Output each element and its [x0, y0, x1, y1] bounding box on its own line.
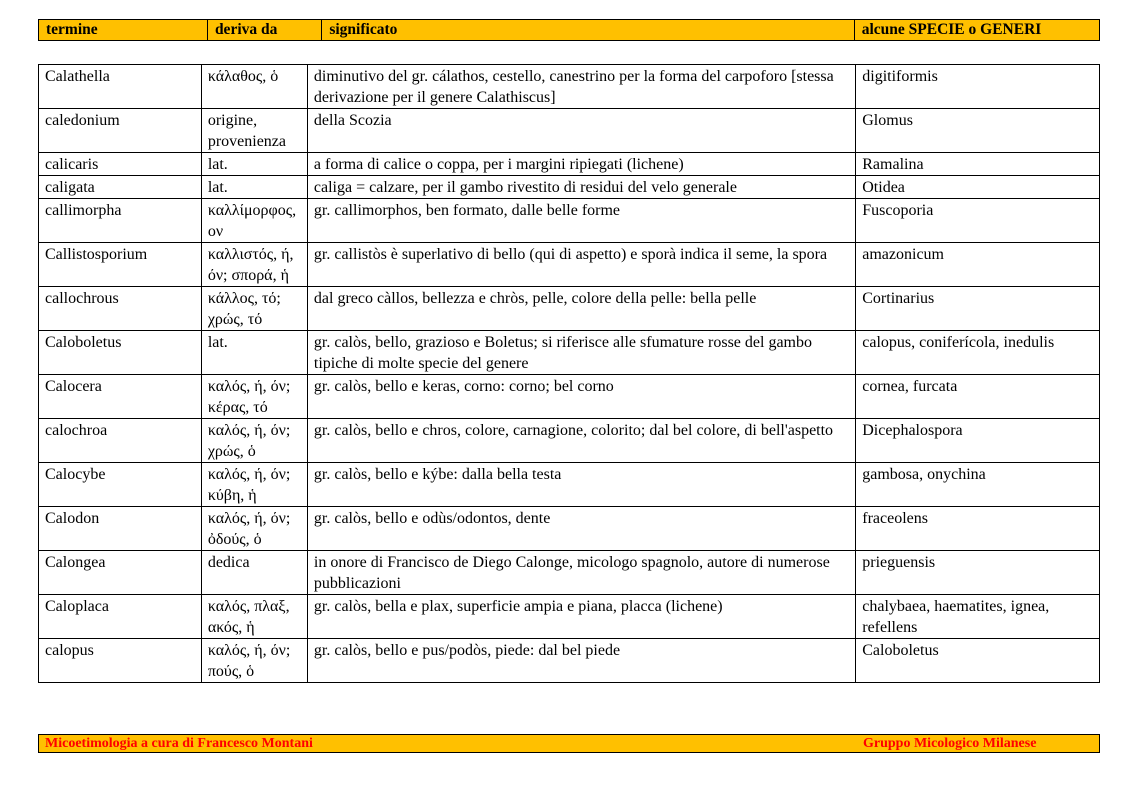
- cell-specie: amazonicum: [856, 243, 1100, 287]
- table-row: [39, 595, 1100, 639]
- table-row: [39, 639, 1100, 683]
- header-termine: termine: [39, 20, 208, 41]
- cell-termine: Caloplaca: [39, 595, 202, 639]
- cell-specie: cornea, furcata: [856, 375, 1100, 419]
- table-row: [39, 65, 1100, 109]
- footer-bar: [38, 734, 1100, 753]
- table-row: [39, 153, 1100, 176]
- cell-specie: Dicephalospora: [856, 419, 1100, 463]
- cell-specie: Fuscoporia: [856, 199, 1100, 243]
- cell-termine: callimorpha: [39, 199, 202, 243]
- cell-specie: gambosa, onychina: [856, 463, 1100, 507]
- cell-specie: Otidea: [856, 176, 1100, 199]
- cell-significato: gr. callistòs è superlativo di bello (qui di aspetto) e sporà indica il seme, la spora: [307, 243, 855, 287]
- cell-specie: digitiformis: [856, 65, 1100, 109]
- cell-specie: Ramalina: [856, 153, 1100, 176]
- footer-author: Micoetimologia a cura di Francesco Montani: [45, 736, 313, 751]
- table-row: [39, 331, 1100, 375]
- table-row: [39, 176, 1100, 199]
- cell-significato: dal greco càllos, bellezza e chròs, pelle, colore della pelle: bella pelle: [307, 287, 855, 331]
- cell-specie: prieguensis: [856, 551, 1100, 595]
- cell-deriva-da: lat.: [201, 176, 307, 199]
- footer-group: Gruppo Micologico Milanese: [863, 736, 1037, 751]
- cell-termine: Caloboletus: [39, 331, 202, 375]
- cell-deriva-da: καλλίμορφος, ον: [201, 199, 307, 243]
- cell-deriva-da: dedica: [201, 551, 307, 595]
- cell-specie: calopus, coniferícola, inedulis: [856, 331, 1100, 375]
- cell-specie: Caloboletus: [856, 639, 1100, 683]
- cell-deriva-da: lat.: [201, 153, 307, 176]
- cell-significato: caliga = calzare, per il gambo rivestito di residui del velo generale: [307, 176, 855, 199]
- cell-significato: della Scozia: [307, 109, 855, 153]
- cell-deriva-da: origine, provenienza: [201, 109, 307, 153]
- cell-significato: gr. calòs, bello e pus/podòs, piede: dal bel piede: [307, 639, 855, 683]
- cell-termine: Callistosporium: [39, 243, 202, 287]
- table-row: [39, 419, 1100, 463]
- table-row: [39, 199, 1100, 243]
- cell-significato: gr. calòs, bello e chros, colore, carnagione, colorito; dal bel colore, di bell'aspetto: [307, 419, 855, 463]
- cell-deriva-da: κάλλος, τό; χρώς, τό: [201, 287, 307, 331]
- cell-termine: calicaris: [39, 153, 202, 176]
- cell-significato: gr. calòs, bello e odùs/odontos, dente: [307, 507, 855, 551]
- table-row: [39, 463, 1100, 507]
- cell-specie: Glomus: [856, 109, 1100, 153]
- table-row: [39, 551, 1100, 595]
- cell-significato: gr. calòs, bello e kýbe: dalla bella testa: [307, 463, 855, 507]
- cell-specie: Cortinarius: [856, 287, 1100, 331]
- cell-termine: Calocybe: [39, 463, 202, 507]
- cell-termine: Calodon: [39, 507, 202, 551]
- cell-termine: caligata: [39, 176, 202, 199]
- cell-significato: gr. calòs, bello, grazioso e Boletus; si riferisce alle sfumature rosse del gambo tipiche di molte specie del genere: [307, 331, 855, 375]
- cell-significato: gr. calòs, bella e plax, superficie ampia e piana, placca (lichene): [307, 595, 855, 639]
- table-row: [39, 287, 1100, 331]
- cell-termine: callochrous: [39, 287, 202, 331]
- etymology-table-body: [39, 65, 1100, 683]
- cell-deriva-da: καλός, ή, όν; ὀδούς, ὁ: [201, 507, 307, 551]
- cell-termine: Calongea: [39, 551, 202, 595]
- cell-termine: Calocera: [39, 375, 202, 419]
- cell-termine: caledonium: [39, 109, 202, 153]
- cell-deriva-da: κάλαθος, ὁ: [201, 65, 307, 109]
- cell-significato: diminutivo del gr. cálathos, cestello, canestrino per la forma del carpoforo [stessa derivazione per il genere Calathiscus]: [307, 65, 855, 109]
- header-significato: significato: [322, 20, 854, 41]
- header-specie-generi: alcune SPECIE o GENERI: [854, 20, 1099, 41]
- cell-termine: calochroa: [39, 419, 202, 463]
- cell-termine: calopus: [39, 639, 202, 683]
- header-deriva-da: deriva da: [207, 20, 321, 41]
- table-row: [39, 109, 1100, 153]
- table-row: [39, 243, 1100, 287]
- cell-deriva-da: καλός, ή, όν; κέρας, τό: [201, 375, 307, 419]
- cell-significato: gr. callimorphos, ben formato, dalle belle forme: [307, 199, 855, 243]
- cell-significato: gr. calòs, bello e keras, corno: corno; bel corno: [307, 375, 855, 419]
- cell-specie: chalybaea, haematites, ignea, refellens: [856, 595, 1100, 639]
- table-row: [39, 375, 1100, 419]
- cell-deriva-da: καλός, πλαξ, ακός, ἡ: [201, 595, 307, 639]
- cell-deriva-da: lat.: [201, 331, 307, 375]
- etymology-table: [38, 64, 1100, 683]
- cell-deriva-da: καλός, ή, όν; χρώς, ὁ: [201, 419, 307, 463]
- cell-significato: in onore di Francisco de Diego Calonge, micologo spagnolo, autore di numerose pubblicazioni: [307, 551, 855, 595]
- cell-deriva-da: καλός, ή, όν; κύβη, ἡ: [201, 463, 307, 507]
- cell-deriva-da: καλός, ή, όν; πούς, ὁ: [201, 639, 307, 683]
- cell-significato: a forma di calice o coppa, per i margini ripiegati (lichene): [307, 153, 855, 176]
- table-row: [39, 507, 1100, 551]
- cell-specie: fraceolens: [856, 507, 1100, 551]
- column-header-bar: [38, 19, 1100, 41]
- cell-deriva-da: καλλιστός, ή, όν; σπορά, ἡ: [201, 243, 307, 287]
- cell-termine: Calathella: [39, 65, 202, 109]
